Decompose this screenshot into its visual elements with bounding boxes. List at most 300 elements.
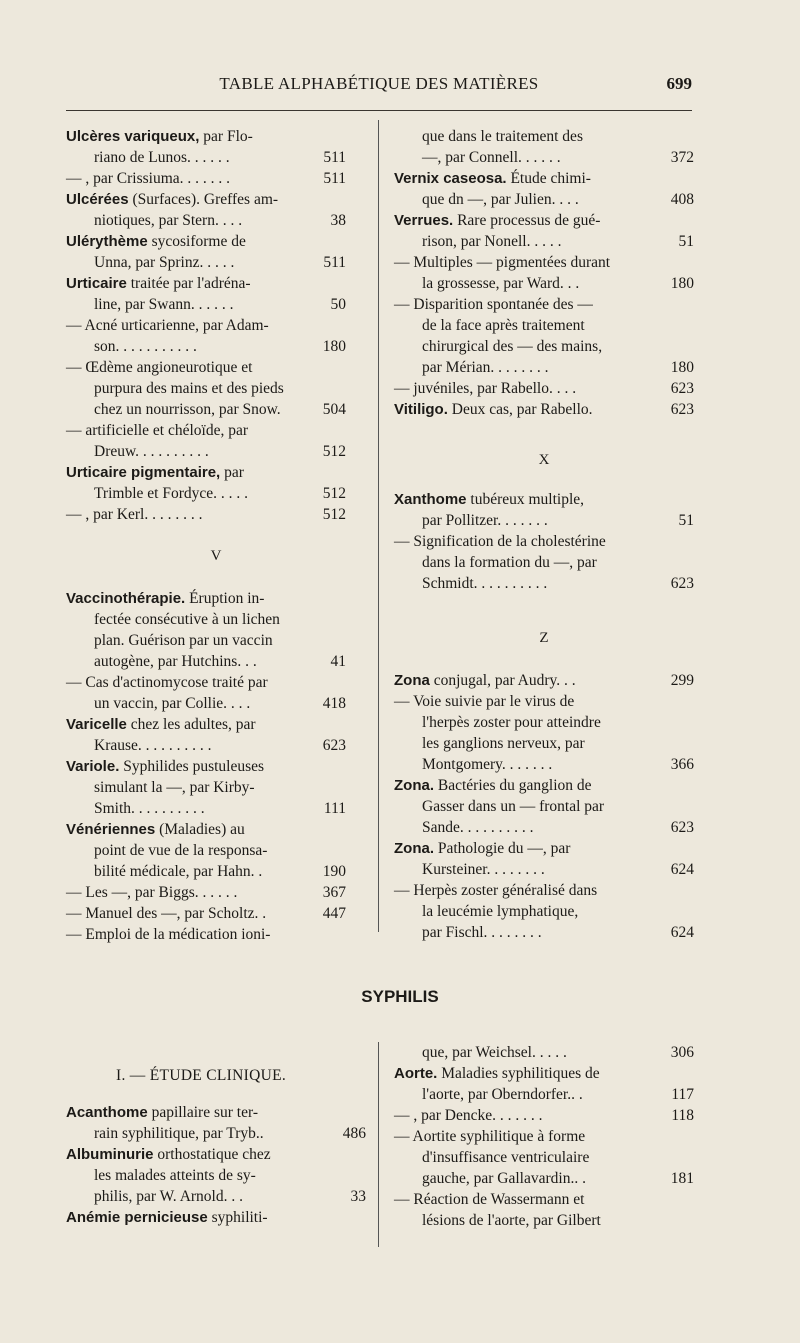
entry-heading: Vernix caseosa.	[394, 170, 507, 187]
entry-body: Sande. . . . . . . . . .	[422, 819, 534, 836]
entry-body: rain syphilitique, par Tryb..	[94, 1125, 264, 1142]
entry-heading: Aorte.	[394, 1065, 438, 1082]
letter-heading-z: Z	[539, 630, 549, 646]
running-header	[66, 74, 692, 98]
index-column-top-right	[394, 126, 694, 420]
entry-text	[94, 1186, 243, 1207]
entry-page-number: 447	[322, 905, 346, 922]
entry-text	[66, 1102, 258, 1123]
index-entry	[394, 510, 694, 531]
column-divider-top	[378, 120, 379, 932]
index-entry	[394, 1084, 694, 1105]
entry-heading: Urticaire pigmentaire,	[66, 464, 221, 481]
index-entry	[66, 462, 346, 483]
entry-heading: Xanthome	[394, 491, 467, 508]
entry-text	[66, 189, 278, 210]
entry-text	[94, 399, 281, 420]
index-entry	[66, 609, 346, 630]
entry-text	[394, 531, 606, 552]
index-entry	[394, 573, 694, 594]
index-entry	[66, 672, 346, 693]
entry-body: simulant la —, par Kirby-	[94, 779, 255, 796]
entry-text	[422, 357, 549, 378]
entry-text	[394, 1126, 585, 1147]
index-entry	[66, 252, 346, 273]
entry-body: — Signification de la cholestérine	[394, 533, 606, 550]
entry-page-number: 306	[670, 1044, 694, 1061]
entry-text	[394, 489, 584, 510]
entry-heading: Verrues.	[394, 212, 454, 229]
entry-body: Pathologie du —, par	[434, 840, 571, 857]
index-entry	[394, 210, 694, 231]
entry-text	[422, 1210, 601, 1231]
entry-body: Gasser dans un — frontal par	[422, 798, 605, 815]
entry-page-number: 623	[670, 819, 694, 836]
entry-body: que dans le traitement des	[422, 128, 583, 145]
entry-page-number: 623	[670, 575, 694, 592]
entry-text	[94, 777, 255, 798]
index-column-z	[394, 670, 694, 943]
index-entry	[66, 336, 346, 357]
entry-text	[422, 1168, 586, 1189]
entry-body: un vaccin, par Collie. . . .	[94, 695, 251, 712]
entry-body: son. . . . . . . . . . .	[94, 338, 197, 355]
entry-page-number: 180	[322, 338, 346, 355]
entry-text	[394, 1189, 584, 1210]
entry-text	[422, 510, 548, 531]
entry-heading: Vénériennes	[66, 821, 156, 838]
entry-text	[394, 1063, 600, 1084]
entry-page-number: 512	[322, 485, 346, 502]
entry-heading: Variole.	[66, 758, 120, 775]
index-entry	[66, 210, 346, 231]
index-entry	[66, 315, 346, 336]
index-entry	[394, 168, 694, 189]
subheading: I. — ÉTUDE CLINIQUE.	[116, 1067, 287, 1084]
entry-body: Bactéries du ganglion de	[434, 777, 592, 794]
entry-text	[394, 691, 574, 712]
index-entry	[66, 399, 346, 420]
entry-text	[66, 1207, 268, 1228]
entry-text	[66, 420, 248, 441]
index-entry	[394, 252, 694, 273]
entry-text	[94, 609, 280, 630]
index-entry	[66, 861, 346, 882]
entry-body: Maladies syphilitiques de	[437, 1065, 600, 1082]
index-entry	[394, 1042, 694, 1063]
entry-body: chez un nourrisson, par Snow.	[94, 401, 281, 418]
entry-text	[94, 294, 233, 315]
entry-text	[422, 733, 585, 754]
index-entry	[394, 552, 694, 573]
entry-text	[66, 672, 268, 693]
entry-text	[394, 838, 570, 859]
entry-heading: Acanthome	[66, 1104, 148, 1121]
entry-text	[66, 168, 230, 189]
index-entry	[394, 1210, 694, 1231]
entry-text	[394, 775, 592, 796]
entry-body: syphiliti-	[207, 1209, 268, 1226]
entry-text	[394, 294, 593, 315]
entry-text	[394, 1105, 543, 1126]
entry-body: line, par Swann. . . . . .	[94, 296, 234, 313]
entry-body: Montgomery. . . . . . .	[422, 756, 553, 773]
letter-heading-v: V	[210, 548, 222, 564]
entry-body: riano de Lunos. . . . . .	[94, 149, 230, 166]
entry-page-number: 511	[323, 149, 346, 166]
entry-body: Étude chimi-	[506, 170, 591, 187]
index-entry	[394, 1105, 694, 1126]
index-entry	[66, 882, 346, 903]
entry-body: l'aorte, par Oberndorfer.. .	[422, 1086, 583, 1103]
index-entry	[66, 651, 346, 672]
entry-text	[94, 147, 230, 168]
entry-body: conjugal, par Audry. . .	[429, 672, 576, 689]
entry-text	[422, 754, 552, 775]
entry-text	[66, 756, 264, 777]
index-entry	[66, 735, 346, 756]
entry-text	[94, 1165, 256, 1186]
index-entry	[394, 399, 694, 420]
entry-text	[66, 462, 244, 483]
entry-text	[66, 126, 253, 147]
index-entry	[66, 1123, 366, 1144]
index-entry	[66, 819, 346, 840]
entry-text	[422, 859, 545, 880]
index-entry	[394, 775, 694, 796]
entry-heading: Varicelle	[66, 716, 127, 733]
entry-page-number: 118	[671, 1107, 694, 1124]
entry-body: que, par Weichsel. . . . .	[422, 1044, 567, 1061]
entry-body: rison, par Nonell. . . . .	[422, 233, 562, 250]
entry-body: — , par Kerl. . . . . . . .	[66, 506, 203, 523]
index-entry	[66, 798, 346, 819]
entry-body: purpura des mains et des pieds	[94, 380, 284, 397]
entry-page-number: 299	[670, 672, 694, 689]
index-entry	[66, 924, 346, 945]
entry-text	[422, 901, 578, 922]
index-entry	[394, 796, 694, 817]
index-entry	[66, 126, 346, 147]
entry-text	[94, 1123, 264, 1144]
index-entry	[394, 712, 694, 733]
index-entry	[66, 1186, 366, 1207]
entry-body: — Voie suivie par le virus de	[394, 693, 575, 710]
entry-page-number: 504	[322, 401, 346, 418]
entry-text	[422, 1084, 583, 1105]
entry-page-number: 50	[330, 296, 346, 313]
entry-text	[422, 817, 534, 838]
entry-body: par Fischl. . . . . . . .	[422, 924, 542, 941]
entry-page-number: 111	[323, 800, 346, 817]
entry-page-number: 366	[670, 756, 694, 773]
entry-body: que dn —, par Julien. . . .	[422, 191, 579, 208]
entry-text	[422, 189, 579, 210]
entry-heading: Ulcères variqueux,	[66, 128, 200, 145]
entry-body: — Réaction de Wassermann et	[394, 1191, 585, 1208]
entry-heading: Ulérythème	[66, 233, 148, 250]
entry-page-number: 418	[322, 695, 346, 712]
index-entry	[394, 859, 694, 880]
index-entry	[394, 189, 694, 210]
entry-page-number: 41	[330, 653, 346, 670]
entry-body: Éruption in-	[185, 590, 265, 607]
entry-body: la leucémie lymphatique,	[422, 903, 579, 920]
index-entry	[66, 273, 346, 294]
entry-text	[66, 924, 270, 945]
entry-body: les ganglions nerveux, par	[422, 735, 585, 752]
index-entry	[394, 922, 694, 943]
index-entry	[394, 1189, 694, 1210]
entry-page-number: 33	[350, 1188, 366, 1205]
entry-heading: Albuminurie	[66, 1146, 154, 1163]
index-entry	[66, 1144, 366, 1165]
entry-body: — Acné urticarienne, par Adam-	[66, 317, 269, 334]
entry-text	[422, 273, 579, 294]
entry-heading: Zona.	[394, 777, 434, 794]
column-divider-bottom	[378, 1042, 379, 1247]
index-entry	[66, 168, 346, 189]
page-number: 699	[666, 74, 692, 93]
index-entry	[394, 1168, 694, 1189]
entry-body: Dreuw. . . . . . . . . .	[94, 443, 209, 460]
index-entry	[66, 189, 346, 210]
entry-text	[94, 210, 242, 231]
entry-page-number: 623	[670, 401, 694, 418]
entry-text	[422, 573, 547, 594]
entry-page-number: 623	[322, 737, 346, 754]
entry-text	[422, 126, 583, 147]
entry-heading: Vaccinothérapie.	[66, 590, 186, 607]
index-entry	[66, 441, 346, 462]
entry-text	[394, 670, 576, 691]
index-entry	[66, 840, 346, 861]
entry-text	[394, 880, 597, 901]
index-entry	[394, 733, 694, 754]
entry-heading: Ulcérées	[66, 191, 129, 208]
index-entry	[66, 483, 346, 504]
entry-text	[422, 147, 561, 168]
index-entry	[66, 147, 346, 168]
entry-body: — Emploi de la médication ioni-	[66, 926, 271, 943]
index-entry	[66, 357, 346, 378]
entry-body: — Manuel des —, par Scholtz. .	[66, 905, 267, 922]
index-entry	[66, 756, 346, 777]
entry-body: par	[220, 464, 244, 481]
index-entry	[394, 670, 694, 691]
entry-text	[94, 378, 284, 399]
entry-page-number: 623	[670, 380, 694, 397]
entry-body: orthostatique chez	[153, 1146, 271, 1163]
entry-body: chirurgical des — des mains,	[422, 338, 603, 355]
entry-page-number: 624	[670, 924, 694, 941]
entry-body: par Flo-	[199, 128, 253, 145]
index-entry	[66, 630, 346, 651]
entry-body: niotiques, par Stern. . . .	[94, 212, 243, 229]
entry-page-number: 624	[670, 861, 694, 878]
entry-body: plan. Guérison par un vaccin	[94, 632, 273, 649]
entry-page-number: 38	[330, 212, 346, 229]
entry-body: l'herpès zoster pour atteindre	[422, 714, 601, 731]
entry-body: Deux cas, par Rabello.	[447, 401, 593, 418]
index-entry	[394, 315, 694, 336]
index-column-top-left	[66, 126, 346, 525]
entry-body: — Œdème angioneurotique et	[66, 359, 253, 376]
section-title: SYPHILIS	[361, 987, 439, 1006]
entry-text	[66, 882, 237, 903]
entry-text	[94, 630, 273, 651]
index-entry	[394, 1147, 694, 1168]
entry-body: d'insuffisance ventriculaire	[422, 1149, 590, 1166]
index-column-bottom-left	[66, 1102, 366, 1228]
entry-text	[422, 1042, 567, 1063]
index-entry	[66, 714, 346, 735]
entry-text	[422, 552, 597, 573]
entry-text	[94, 252, 234, 273]
index-entry	[394, 294, 694, 315]
entry-heading: Zona	[394, 672, 430, 689]
letter-heading-x: X	[538, 452, 550, 468]
entry-heading: Urticaire	[66, 275, 127, 292]
entry-page-number: 372	[670, 149, 694, 166]
index-entry	[394, 378, 694, 399]
index-entry	[394, 126, 694, 147]
entry-body: — Les —, par Biggs. . . . . .	[66, 884, 238, 901]
entry-body: sycosiforme de	[147, 233, 246, 250]
entry-heading: Anémie pernicieuse	[66, 1209, 208, 1226]
entry-text	[94, 735, 212, 756]
entry-text	[66, 588, 264, 609]
entry-text	[422, 315, 585, 336]
entry-body: bilité médicale, par Hahn. .	[94, 863, 263, 880]
entry-text	[422, 922, 542, 943]
entry-body: (Surfaces). Greffes am-	[128, 191, 279, 208]
entry-body: Rare processus de gué-	[453, 212, 601, 229]
entry-body: — , par Dencke. . . . . . .	[394, 1107, 543, 1124]
entry-text	[422, 231, 561, 252]
index-entry	[394, 531, 694, 552]
index-entry	[394, 273, 694, 294]
index-column-v	[66, 588, 346, 945]
entry-body: Syphilides pustuleuses	[119, 758, 265, 775]
entry-body: tubéreux multiple,	[466, 491, 585, 508]
entry-text	[94, 483, 248, 504]
entry-page-number: 511	[323, 254, 346, 271]
entry-page-number: 181	[670, 1170, 694, 1187]
index-entry	[66, 231, 346, 252]
entry-body: —, par Connell. . . . . .	[422, 149, 561, 166]
entry-text	[66, 273, 251, 294]
entry-body: — Herpès zoster généralisé dans	[394, 882, 598, 899]
entry-text	[94, 840, 267, 861]
header-rule	[66, 110, 692, 111]
entry-text	[422, 796, 604, 817]
entry-text	[394, 210, 600, 231]
entry-text	[66, 504, 202, 525]
entry-body: — Aortite syphilitique à forme	[394, 1128, 586, 1145]
entry-body: la grossesse, par Ward. . .	[422, 275, 580, 292]
index-entry	[394, 336, 694, 357]
entry-page-number: 51	[678, 512, 694, 529]
entry-page-number: 512	[322, 443, 346, 460]
entry-text	[94, 861, 262, 882]
entry-text	[66, 1144, 271, 1165]
entry-body: traitée par l'adréna-	[126, 275, 251, 292]
index-entry	[66, 294, 346, 315]
entry-body: point de vue de la responsa-	[94, 842, 268, 859]
entry-page-number: 180	[670, 359, 694, 376]
entry-text	[394, 399, 593, 420]
entry-text	[422, 336, 602, 357]
index-entry	[394, 357, 694, 378]
index-column-bottom-right	[394, 1042, 694, 1231]
entry-body: par Pollitzer. . . . . . .	[422, 512, 548, 529]
entry-body: Unna, par Sprinz. . . . .	[94, 254, 235, 271]
entry-page-number: 408	[670, 191, 694, 208]
entry-page-number: 511	[323, 170, 346, 187]
entry-text	[422, 712, 601, 733]
entry-body: lésions de l'aorte, par Gilbert	[422, 1212, 601, 1229]
entry-body: Trimble et Fordyce. . . . .	[94, 485, 248, 502]
entry-body: Kursteiner. . . . . . . .	[422, 861, 545, 878]
entry-body: — artificielle et chéloïde, par	[66, 422, 249, 439]
entry-text	[66, 819, 245, 840]
entry-text	[394, 252, 610, 273]
entry-body: chez les adultes, par	[126, 716, 256, 733]
index-entry	[66, 420, 346, 441]
index-column-x	[394, 489, 694, 594]
index-entry	[66, 1102, 366, 1123]
entry-body: — Multiples — pigmentées durant	[394, 254, 611, 271]
index-entry	[66, 1207, 366, 1228]
entry-body: Smith. . . . . . . . . .	[94, 800, 205, 817]
index-entry	[394, 147, 694, 168]
entry-text	[94, 441, 209, 462]
entry-body: — Disparition spontanée des —	[394, 296, 593, 313]
index-entry	[394, 1126, 694, 1147]
entry-page-number: 190	[322, 863, 346, 880]
entry-text	[66, 903, 266, 924]
entry-page-number: 486	[342, 1125, 366, 1142]
index-entry	[394, 838, 694, 859]
header-title: TABLE ALPHABÉTIQUE DES MATIÈRES	[219, 74, 539, 93]
index-entry	[66, 777, 346, 798]
entry-page-number: 51	[678, 233, 694, 250]
entry-body: — , par Crissiuma. . . . . . .	[66, 170, 231, 187]
entry-body: dans la formation du —, par	[422, 554, 597, 571]
index-entry	[66, 903, 346, 924]
entry-text	[394, 168, 591, 189]
entry-body: papillaire sur ter-	[147, 1104, 258, 1121]
entry-text	[66, 315, 269, 336]
index-entry	[394, 880, 694, 901]
entry-text	[394, 378, 576, 399]
entry-page-number: 367	[322, 884, 346, 901]
entry-text	[422, 1147, 589, 1168]
entry-text	[94, 651, 257, 672]
entry-heading: Zona.	[394, 840, 434, 857]
entry-text	[66, 357, 252, 378]
entry-body: les malades atteints de sy-	[94, 1167, 256, 1184]
index-entry	[394, 754, 694, 775]
index-entry	[66, 1165, 366, 1186]
entry-body: de la face après traitement	[422, 317, 585, 334]
entry-page-number: 512	[322, 506, 346, 523]
index-entry	[394, 691, 694, 712]
index-entry	[66, 378, 346, 399]
entry-text	[66, 714, 256, 735]
entry-body: Schmidt. . . . . . . . . .	[422, 575, 548, 592]
